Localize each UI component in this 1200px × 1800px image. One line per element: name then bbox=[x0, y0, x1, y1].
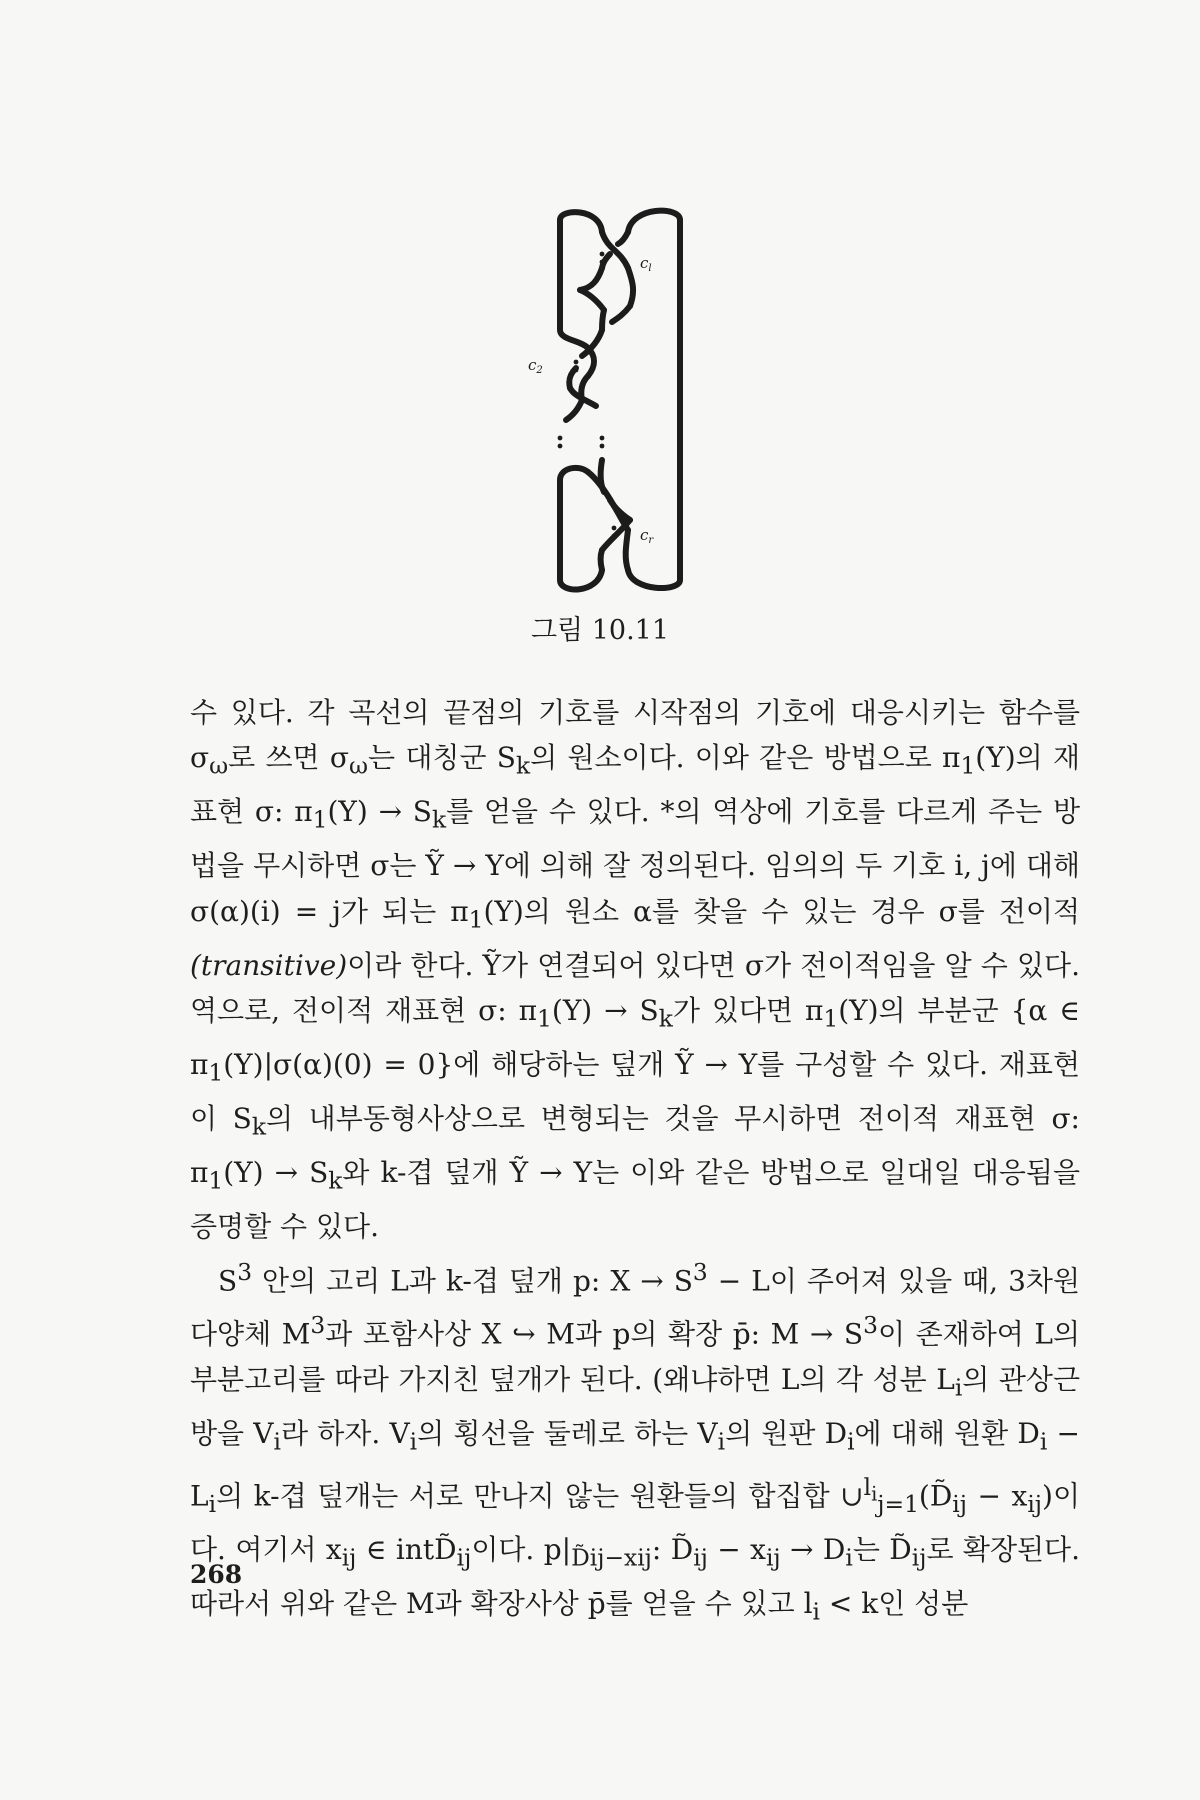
braid-strand bbox=[602, 306, 630, 330]
braid-diagram bbox=[528, 210, 740, 590]
braid-strand bbox=[628, 211, 680, 588]
label-c2: $c_2$ bbox=[528, 356, 543, 376]
paragraph-2: $S^3$ 안의 고리 L과 k-겹 덮개 p: $X \to S^3 - L$이 주어져 있을 때, 3차원 다양체 $M^3$과 포함사상 X ↪ M과 p의 확장 p̄: $M \to S^3$이 존재하여 L의 부분고리를 따라 가지친 덮개가 된다. (왜냐하면 L의 각 성분 $L_i$의 관상근방을 $V_i$라 하자. $V_i$의 횡선을 둘레로 하는 $V_i$의 원판 $D_i$에 대해 원환 $D_i - L_i$의 k-겹 덮개는 서로 만나지 않는 원환들의 합집합 $\cup^{l_i}_{j=1}(D̃_{ij} - x_{ij})$이다. 여기서 $x_{ij}$ ∈ $intD̃_{ij}$이다. $p|_{D̃ij-xij}$: $D̃_{ij} - x_{ij} \to D_i$는 $D̃_{ij}$로 확장된다. 따라서 위와 같은 M과 확장사상 p̄를 얻을 수 있고 $l_i < k$인 성분 bbox=[190, 1257, 1081, 1627]
braid-strand bbox=[560, 520, 602, 589]
page-number: 268 bbox=[190, 1560, 243, 1589]
braid-strand bbox=[601, 550, 603, 570]
braid-strand bbox=[580, 268, 602, 290]
body-text bbox=[190, 690, 1080, 1635]
braid-strand bbox=[560, 270, 588, 348]
braid-strand bbox=[560, 212, 602, 270]
label-cr: $c_r$ bbox=[640, 526, 654, 546]
braid-diagram-svg bbox=[528, 210, 740, 590]
paragraph-1: 수 있다. 각 곡선의 끝점의 기호를 시작점의 기호에 대응시키는 함수를 $\sigma_\omega$로 쓰면 $\sigma_\omega$는 대칭군 $S_k$의 원소이다. 이와 같은 방법으로 $\pi_1(Y)$의 재표현 σ: $\pi_1(Y) \to S_k$를 얻을 수 있다. *의 역상에 기호를 다르게 주는 방법을 무시하면 σ는 Ỹ → Y에 의해 잘 정의된다. 임의의 두 기호 i, j에 대해 σ(α)(i) = j가 되는 $\pi_1(Y)$의 원소 α를 찾을 수 있는 경우 σ를 전이적(transitive)이라 한다. Ỹ가 연결되어 있다면 σ가 전이적임을 알 수 있다. 역으로, 전이적 재표현 σ: $\pi_1(Y) \to S_k$가 있다면 $\pi_1(Y)$의 부분군 {α ∈ $\pi_1(Y)|\sigma(\alpha)(0) = 0$}에 해당하는 덮개 Ỹ → Y를 구성할 수 있다. 재표현이 $S_k$의 내부동형사상으로 변형되는 것을 무시하면 전이적 재표현 σ: $\pi_1(Y) \to S_k$와 k-겹 덮개 Ỹ → Y는 이와 같은 방법으로 일대일 대응됨을 증명할 수 있다. bbox=[190, 696, 1081, 1244]
label-c1: $c_l$ bbox=[640, 254, 652, 274]
braid-strand bbox=[560, 468, 588, 520]
braid-strand bbox=[628, 268, 633, 306]
braid-strand bbox=[626, 530, 628, 570]
figure-caption: 그림 10.11 bbox=[530, 615, 670, 646]
braid-strand bbox=[580, 290, 604, 310]
braid-strand bbox=[566, 400, 582, 420]
